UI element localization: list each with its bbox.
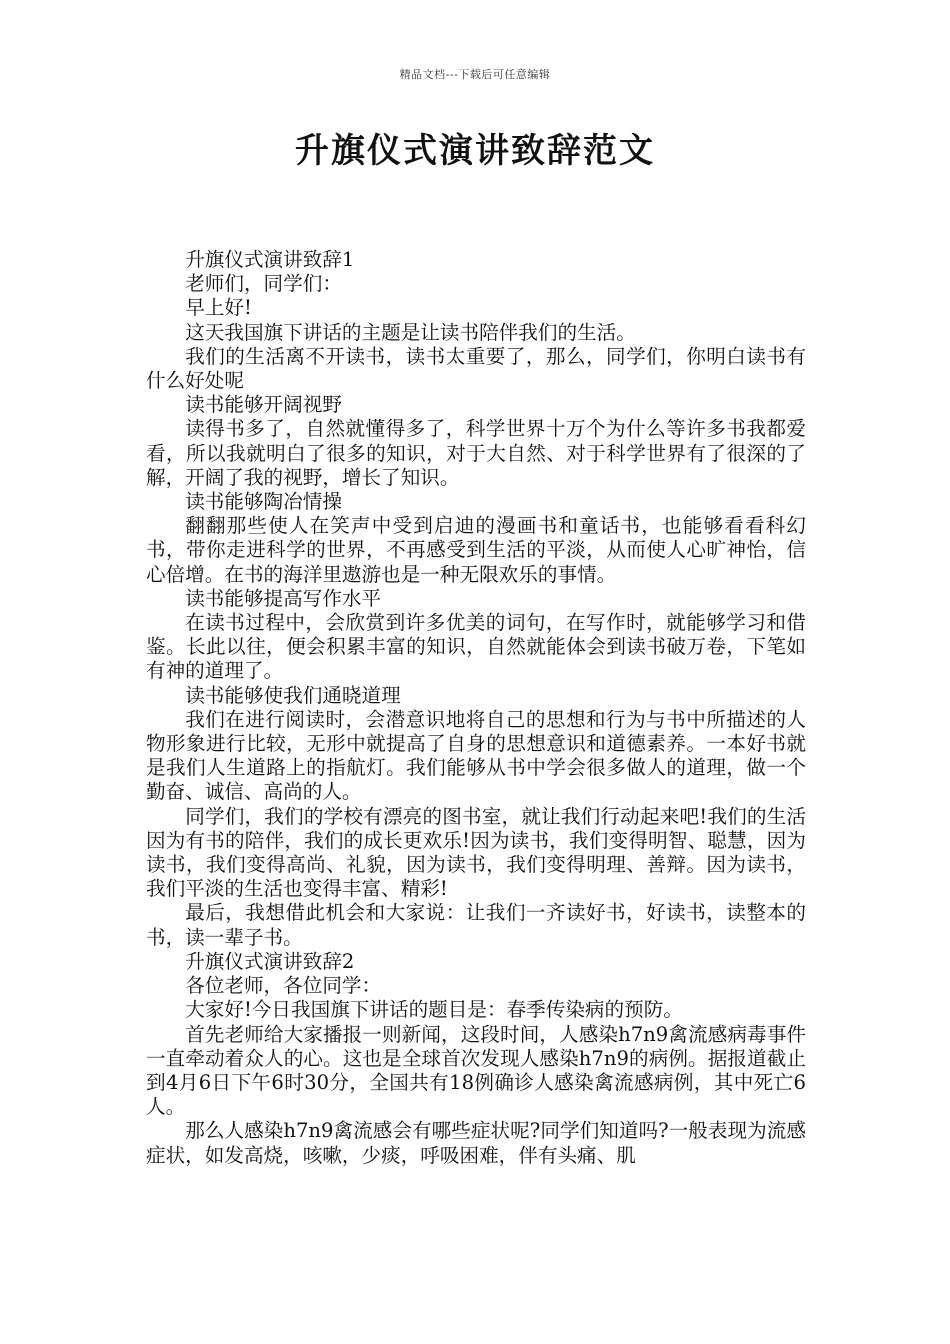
paragraph: 翻翻那些使人在笑声中受到启迪的漫画书和童话书，也能够看看科幻书，带你走进科学的世界，不再感受到生活的平淡，从而使人心旷神怡，信心倍增。在书的海洋里遨游也是一种无限欢乐的事情。 — [146, 514, 806, 586]
paragraph: 老师们，同学们： — [185, 272, 342, 296]
document-body — [146, 248, 806, 1168]
page-header-note: 精品文档---下载后可任意编辑 — [399, 68, 551, 81]
paragraph: 早上好! — [185, 296, 252, 320]
document-title: 升旗仪式演讲致辞范文 — [295, 131, 655, 171]
paragraph: 升旗仪式演讲致辞1 — [185, 248, 355, 271]
paragraph: 大家好!今日我国旗下讲话的题目是：春季传染病的预防。 — [185, 998, 683, 1022]
paragraph: 那么人感染h7n9禽流感会有哪些症状呢?同学们知道吗?一般表现为流感症状，如发高烧，咳嗽，少痰，呼吸困难，伴有头痛、肌 — [146, 1119, 806, 1167]
paragraph: 同学们，我们的学校有漂亮的图书室，就让我们行动起来吧!我们的生活因为有书的陪伴，我们的成长更欢乐!因为读书，我们变得明智、聪慧，因为读书，我们变得高尚、礼貌，因为读书，我们变得明理、善辩。因为读书，我们平淡的生活也变得丰富、精彩! — [146, 804, 806, 901]
paragraph: 这天我国旗下讲话的主题是让读书陪伴我们的生活。 — [185, 320, 636, 344]
paragraph: 我们在进行阅读时，会潜意识地将自己的思想和行为与书中所描述的人物形象进行比较，无形中就提高了自身的思想意识和道德素养。一本好书就是我们人生道路上的指航灯。我们能够从书中学会很多做人的道理，做一个勤奋、诚信、高尚的人。 — [146, 707, 806, 804]
paragraph: 在读书过程中，会欣赏到许多优美的词句，在写作时，就能够学习和借鉴。长此以往，便会积累丰富的知识，自然就能体会到读书破万卷，下笔如有神的道理了。 — [146, 611, 806, 683]
paragraph: 读书能够提高写作水平 — [185, 586, 382, 610]
paragraph: 读书能够开阔视野 — [185, 393, 342, 417]
paragraph: 最后，我想借此机会和大家说：让我们一齐读好书，好读书，读整本的书，读一辈子书。 — [146, 901, 806, 949]
paragraph: 首先老师给大家播报一则新闻，这段时间，人感染h7n9禽流感病毒事件一直牵动着众人的心。这也是全球首次发现人感染h7n9的病例。据报道截止到4月6日下午6时30分，全国共有18例确诊人感染禽流感病例，其中死亡6人。 — [146, 1022, 806, 1119]
paragraph: 我们的生活离不开读书，读书太重要了，那么，同学们，你明白读书有什么好处呢 — [146, 344, 806, 393]
paragraph: 读书能够陶冶情操 — [185, 490, 342, 514]
paragraph: 升旗仪式演讲致辞2 — [185, 949, 355, 973]
paragraph: 读书能够使我们通晓道理 — [185, 683, 401, 707]
paragraph: 各位老师，各位同学： — [185, 974, 382, 998]
paragraph: 读得书多了，自然就懂得多了，科学世界十万个为什么等许多书我都爱看，所以我就明白了很多的知识，对于大自然、对于科学世界有了很深的了解，开阔了我的视野，增长了知识。 — [146, 417, 806, 489]
